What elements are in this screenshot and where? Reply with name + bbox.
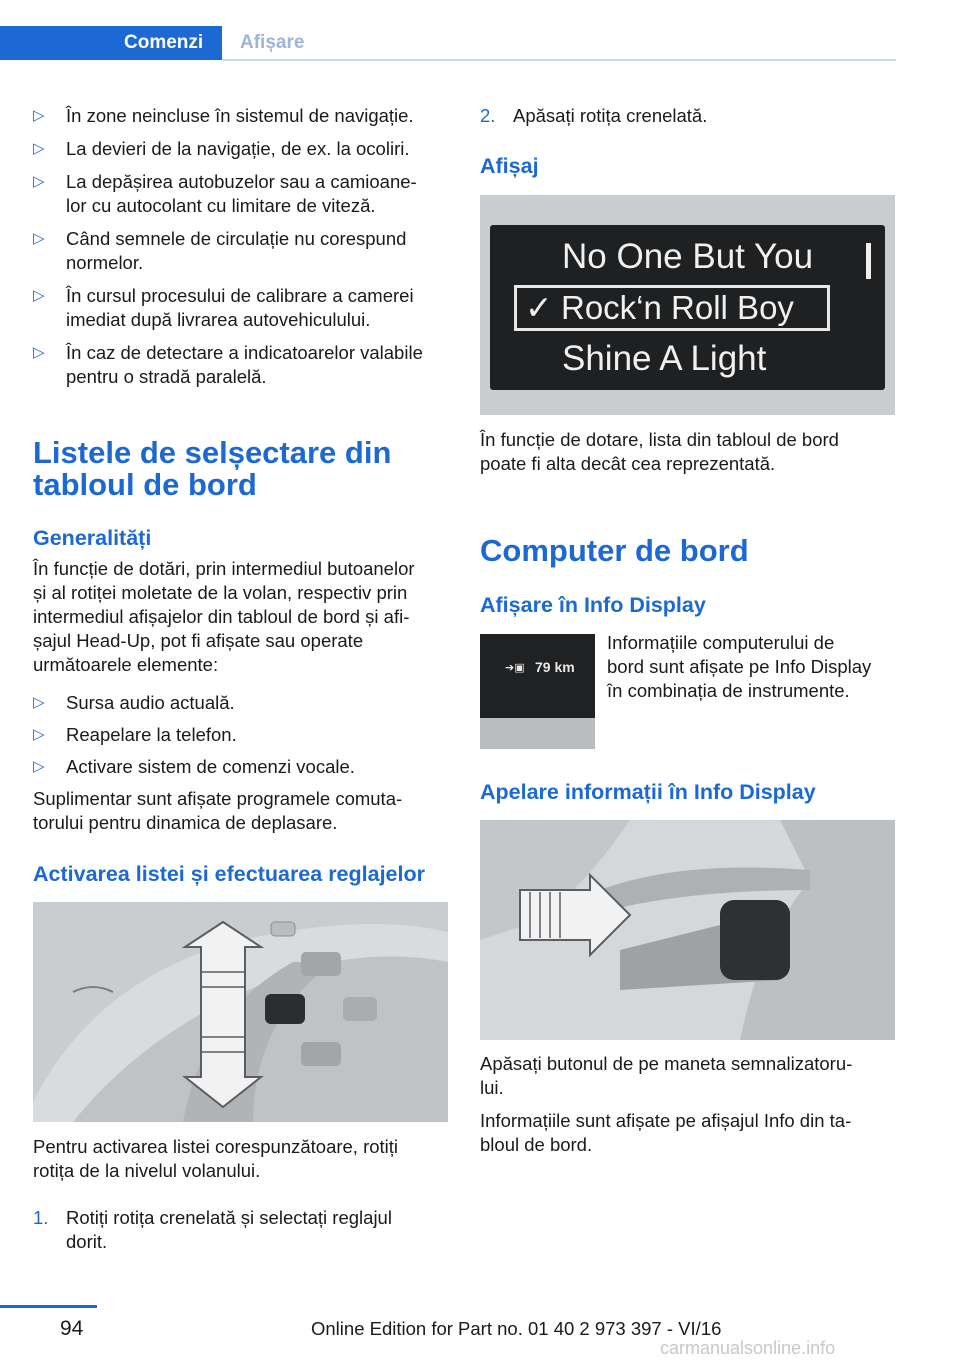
triangle-bullet-icon: ▷ (33, 758, 45, 775)
tab-comenzi[interactable] (0, 26, 222, 60)
footer-accent-line (0, 1305, 97, 1308)
step-number: 1. (33, 1207, 49, 1228)
section-title-computer: Computer de bord (480, 533, 749, 568)
triangle-bullet-icon: ▷ (33, 107, 45, 124)
info-display-image (480, 634, 595, 749)
list-item: ▷ Când semnele de circulație nu corespund normelor. (33, 228, 407, 273)
display-screen (490, 225, 885, 390)
step-number: 2. (480, 105, 496, 126)
display-item-3: Shine A Light (562, 339, 767, 378)
info-display-paragraph: Informațiile computerului de bord sunt afișate pe Info Display în combinația de instrumente. (607, 632, 872, 701)
list-item: ▷ În caz de detectare a indicatoarelor valabile pentru o stradă paralelă. (33, 342, 423, 387)
display-selection-frame (514, 285, 830, 331)
caption-paragraph: Pentru activarea listei corespunzătoare, rotiți rotița de la nivelul volanului. (33, 1136, 399, 1181)
header-divider (222, 59, 896, 61)
list-item: ▷ În cursul procesului de calibrare a camerei imediat după livrarea autovehiculului. (33, 285, 414, 330)
tab-comenzi-label: Comenzi (124, 32, 204, 53)
steering-wheel-image (33, 902, 448, 1122)
display-note: În funcție de dotare, lista din tabloul de bord poate fi alta decât cea reprezentată. (480, 429, 839, 474)
subsection-title-display: Afișaj (480, 154, 539, 178)
subsection-title-call-info: Apelare informații în Info Display (480, 780, 816, 804)
tab-afisare[interactable]: Afișare (240, 32, 305, 53)
subsection-title-general: Generalități (33, 526, 152, 550)
watermark: carmanualsonline.info (660, 1338, 836, 1358)
header-bar (0, 26, 896, 60)
list-item: ▷ În zone neincluse în sistemul de navigație. (33, 105, 414, 126)
page-number: 94 (60, 1317, 84, 1340)
triangle-bullet-icon: ▷ (33, 173, 45, 190)
triangle-bullet-icon: ▷ (33, 344, 45, 361)
info-shown-paragraph: Informațiile sunt afișate pe afișajul Info din ta‐ bloul de bord. (480, 1110, 852, 1155)
fuel-range-icon: ➔▣ (505, 662, 525, 674)
subsection-title-info-display: Afișare în Info Display (480, 593, 706, 617)
triangle-bullet-icon: ▷ (33, 230, 45, 247)
display-item-2: Rock‘n Roll Boy (561, 289, 794, 326)
dashboard-list-display (480, 195, 895, 415)
checkmark-icon: ✓ (525, 289, 553, 326)
turn-signal-lever-image (480, 820, 895, 1040)
list-item: ▷ Sursa audio actuală. (33, 692, 235, 713)
edition-text: Online Edition for Part no. 01 40 2 973 397 - VI/16 (311, 1318, 722, 1339)
display-scrollbar (866, 243, 871, 279)
general-paragraph: În funcție de dotări, prin intermediul butoanelor și al rotiței moletate de la volan, respectiv prin intermediul afișajelor din tabloul de bord și afi‐ șajul Head-Up, pot fi afișate sau operate următoarele elemente: (33, 558, 415, 675)
triangle-bullet-icon: ▷ (33, 726, 45, 743)
triangle-bullet-icon: ▷ (33, 287, 45, 304)
triangle-bullet-icon: ▷ (33, 694, 45, 711)
list-item: ▷ Reapelare la telefon. (33, 724, 237, 745)
subsection-title-activate: Activarea listei și efectuarea reglajelor (33, 862, 425, 886)
step-item: 1. Rotiți rotița crenelată și selectați reglajul dorit. (33, 1207, 392, 1252)
list-item: ▷ Activare sistem de comenzi vocale. (33, 756, 355, 777)
range-value: 79 km (535, 659, 575, 675)
triangle-bullet-icon: ▷ (33, 140, 45, 157)
list-item: ▷ La depășirea autobuzelor sau a camioane- lor cu autocolant cu limitare de viteză. (33, 171, 417, 216)
display-item-1: No One But You (562, 237, 814, 276)
step-item: 2. Apăsați rotița crenelată. (480, 105, 708, 126)
section-title: Listele de selșectare din tabloul de bord (33, 435, 392, 502)
press-paragraph: Apăsați butonul de pe maneta semnalizatoru‐ lui. (480, 1053, 853, 1098)
list-item: ▷ La devieri de la navigație, de ex. la ocoliri. (33, 138, 410, 159)
supplement-paragraph: Suplimentar sunt afișate programele comuta‐ torului pentru dinamica de deplasare. (33, 788, 403, 833)
